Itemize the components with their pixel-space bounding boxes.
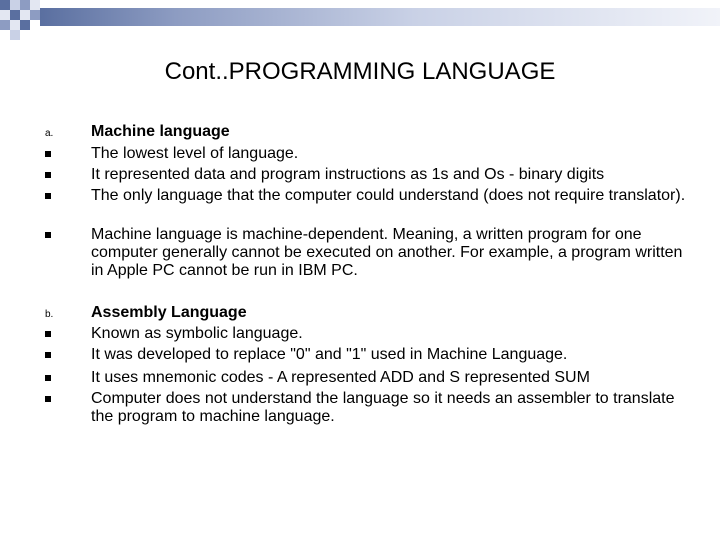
section-a-marker: a. bbox=[45, 128, 54, 139]
deco-square bbox=[20, 10, 30, 20]
bullet-text: Known as symbolic language. bbox=[91, 325, 303, 342]
bullet-text: It represented data and program instructions as 1s and Os ‑ binary digits bbox=[91, 166, 605, 183]
deco-square bbox=[10, 20, 20, 30]
bullet-text: It uses mnemonic codes - A represented ADD and S represented SUM bbox=[91, 369, 590, 386]
deco-square bbox=[10, 30, 20, 40]
bullet-square-icon bbox=[45, 172, 51, 178]
deco-square bbox=[0, 0, 10, 10]
section-b-heading: Assembly Language bbox=[91, 304, 247, 321]
section-b-marker: b. bbox=[45, 309, 54, 320]
bullet-text: Machine language is machine-dependent. Meaning, a written program for one computer generally cannot be executed on another. For example, a program written in Apple PC cannot be run in IBM PC. bbox=[91, 226, 683, 279]
deco-square bbox=[30, 0, 40, 10]
deco-square bbox=[20, 20, 30, 30]
deco-square bbox=[30, 10, 40, 20]
bullet-square-icon bbox=[45, 352, 51, 358]
bullet-text: Computer does not understand the language so it needs an assembler to translate the program to machine language. bbox=[91, 390, 675, 425]
header-gradient-bar bbox=[40, 8, 720, 26]
deco-square bbox=[20, 0, 30, 10]
bullet-square-icon bbox=[45, 331, 51, 337]
deco-square bbox=[0, 10, 10, 20]
bullet-square-icon bbox=[45, 193, 51, 199]
bullet-square-icon bbox=[45, 396, 51, 402]
bullet-text: The only language that the computer could understand (does not require translator). bbox=[91, 187, 686, 204]
section-a-heading: Machine language bbox=[91, 123, 230, 140]
deco-square bbox=[10, 10, 20, 20]
bullet-text: It was developed to replace "0" and "1" used in Machine Language. bbox=[91, 346, 568, 363]
bullet-square-icon bbox=[45, 232, 51, 238]
deco-square bbox=[0, 20, 10, 30]
deco-square bbox=[10, 0, 20, 10]
slide-title: Cont..PROGRAMMING LANGUAGE bbox=[164, 58, 556, 85]
bullet-square-icon bbox=[45, 151, 51, 157]
header-decoration bbox=[0, 0, 720, 40]
bullet-square-icon bbox=[45, 375, 51, 381]
bullet-text: The lowest level of language. bbox=[91, 145, 299, 162]
